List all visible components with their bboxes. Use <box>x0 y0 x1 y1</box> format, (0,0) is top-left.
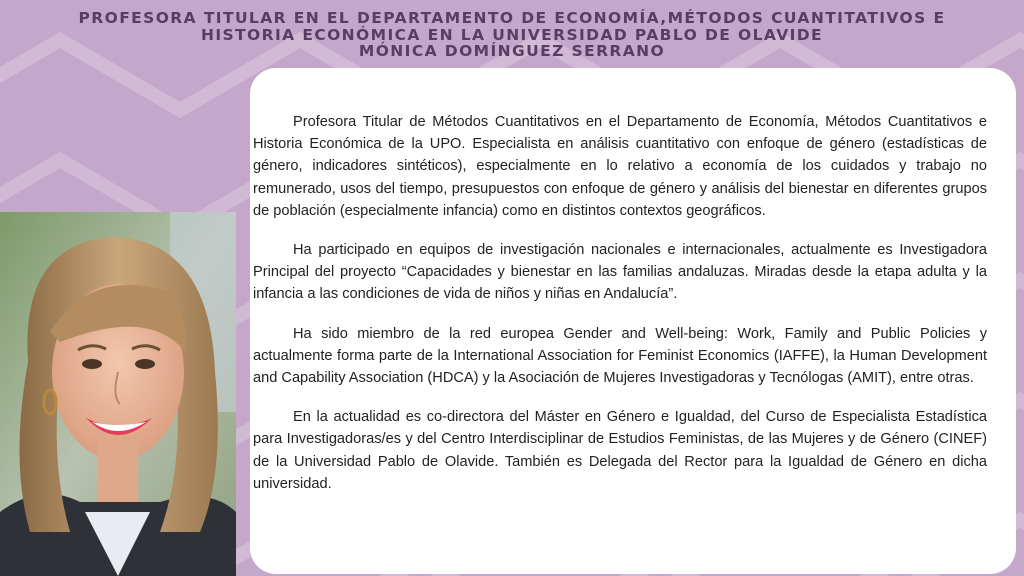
portrait-photo <box>0 212 236 576</box>
header-name: MÓNICA DOMÍNGUEZ SERRANO <box>358 42 666 60</box>
header-title-line-1: PROFESORA TITULAR EN EL DEPARTAMENTO DE ECONOMÍA,MÉTODOS CUANTITATIVOS E <box>78 9 946 27</box>
bio-text <box>253 111 987 512</box>
header-title-line-2: HISTORIA ECONÓMICA EN LA UNIVERSIDAD PABLO DE OLAVIDE <box>200 25 824 44</box>
bio-paragraph-2: Ha participado en equipos de investigación nacionales e internacionales, actualmente es Investigadora Principal del proyecto “Capacidades y bienestar en las familias andaluzas. Miradas desde la etapa adulta y la infancia a las condiciones de vida de niños y niñas en Andalucía”. <box>253 242 987 303</box>
bio-paragraph-3: Ha sido miembro de la red europea Gender and Well-being: Work, Family and Public Policies y actualmente forma parte de la International Association for Feminist Economics (IAFFE), la Human Development and Capability Association (HDCA) y la Asociación de Mujeres Investigadoras y Tecnólogas (AMIT), entre otras. <box>253 325 987 387</box>
bio-paragraph-1: Profesora Titular de Métodos Cuantitativos en el Departamento de Economía, Métodos Cuantitativos e Historia Económica de la UPO. Especialista en análisis cuantitativo con enfoque de género (estadísticas de género, indicadores sintéticos), especialmente en lo relativo a economía de los cuidados y trabajo no remunerado, usos del tiempo, presupuestos con enfoque de género y análisis del bienestar en diferentes grupos de población (especialmente infancia) como en distintos contextos geográficos. <box>253 114 987 219</box>
page-header <box>0 10 1024 60</box>
bio-paragraph-4: En la actualidad es co-directora del Máster en Género e Igualdad, del Curso de Especialista Estadística para Investigadoras/es y del Centro Interdisciplinar de Estudios Feministas, de las Mujeres y de Género (CINEF) de la Universidad Pablo de Olavide. También es Delegada del Rector para la Igualdad de Género en dicha universidad. <box>253 409 987 492</box>
